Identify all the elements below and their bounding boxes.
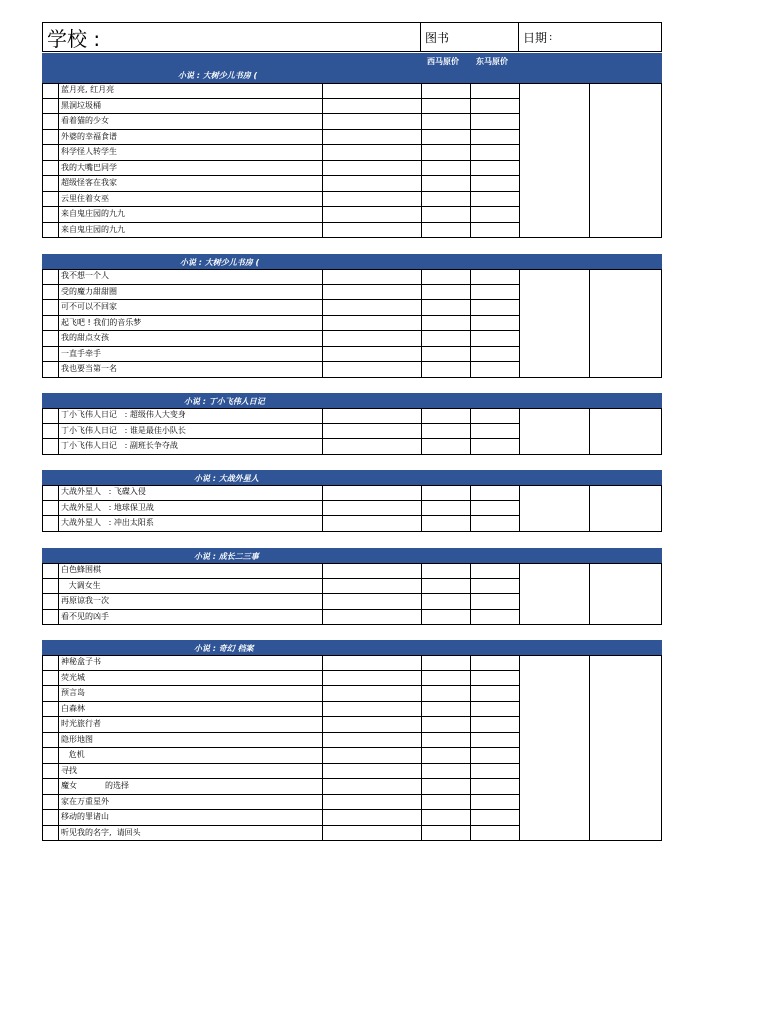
- book-title: 起飞吧 ! 我们的音乐梦: [58, 316, 322, 332]
- east-price-cell[interactable]: [470, 223, 520, 239]
- quantity-cell[interactable]: [322, 485, 421, 501]
- book-row: [42, 362, 520, 378]
- checkbox-cell[interactable]: [42, 594, 58, 610]
- checkbox-cell[interactable]: [42, 347, 58, 363]
- west-price-cell[interactable]: [421, 192, 470, 208]
- quantity-cell[interactable]: [322, 702, 421, 718]
- book-row: [42, 702, 520, 718]
- east-price-cell[interactable]: [470, 192, 520, 208]
- quantity-cell[interactable]: [322, 764, 421, 780]
- west-price-cell[interactable]: [421, 176, 470, 192]
- school-field[interactable]: [42, 22, 421, 52]
- section-title: 小说 : 大树少儿书房 (: [180, 258, 260, 267]
- west-price-cell[interactable]: [421, 702, 470, 718]
- book-title: 一直手牵手: [58, 347, 322, 363]
- book-row: [42, 130, 520, 146]
- merged-total-cell[interactable]: [589, 655, 662, 841]
- book-row: [42, 145, 520, 161]
- book-title: 蓝月亮, 红月亮: [58, 83, 322, 99]
- book-title: 我也要当第一名: [58, 362, 322, 378]
- east-price-cell[interactable]: [470, 655, 520, 671]
- book-row: [42, 501, 520, 517]
- east-price-cell[interactable]: [470, 300, 520, 316]
- quantity-cell[interactable]: [322, 161, 421, 177]
- west-price-cell[interactable]: [421, 516, 470, 532]
- east-price-cell[interactable]: [470, 114, 520, 130]
- west-price-cell[interactable]: [421, 316, 470, 332]
- checkbox-cell[interactable]: [42, 161, 58, 177]
- book-title: 大调女生: [58, 579, 322, 595]
- west-price-cell[interactable]: [421, 610, 470, 626]
- merged-total-cell[interactable]: [589, 563, 662, 625]
- section-title: 小说 : 丁小飞伟人日记: [184, 397, 265, 406]
- east-price-cell[interactable]: [470, 130, 520, 146]
- book-row: [42, 176, 520, 192]
- quantity-cell[interactable]: [322, 83, 421, 99]
- quantity-cell[interactable]: [322, 207, 421, 223]
- merged-total-cell[interactable]: [589, 408, 662, 455]
- quantity-cell[interactable]: [322, 99, 421, 115]
- quantity-cell[interactable]: [322, 563, 421, 579]
- checkbox-cell[interactable]: [42, 83, 58, 99]
- quantity-cell[interactable]: [322, 748, 421, 764]
- merged-notes-cell[interactable]: [519, 269, 590, 378]
- east-price-cell[interactable]: [470, 717, 520, 733]
- book-title: 我的甜点女孩: [58, 331, 322, 347]
- west-price-cell[interactable]: [421, 347, 470, 363]
- checkbox-cell[interactable]: [42, 579, 58, 595]
- checkbox-cell[interactable]: [42, 686, 58, 702]
- west-price-cell[interactable]: [421, 826, 470, 842]
- book-row: [42, 795, 520, 811]
- book-row: [42, 610, 520, 626]
- east-price-cell[interactable]: [470, 610, 520, 626]
- quantity-cell[interactable]: [322, 501, 421, 517]
- west-price-cell[interactable]: [421, 223, 470, 239]
- east-price-cell[interactable]: [470, 733, 520, 749]
- east-price-cell[interactable]: [470, 686, 520, 702]
- column-header-east-price: 东马原价: [476, 57, 508, 66]
- book-title: 魔女 的选择: [58, 779, 322, 795]
- west-price-cell[interactable]: [421, 362, 470, 378]
- book-row: [42, 269, 520, 285]
- quantity-cell[interactable]: [322, 347, 421, 363]
- east-price-cell[interactable]: [470, 269, 520, 285]
- east-price-cell[interactable]: [470, 331, 520, 347]
- book-row: [42, 826, 520, 842]
- west-price-cell[interactable]: [421, 563, 470, 579]
- checkbox-cell[interactable]: [42, 424, 58, 440]
- book-title: 危机: [58, 748, 322, 764]
- east-price-cell[interactable]: [470, 176, 520, 192]
- checkbox-cell[interactable]: [42, 563, 58, 579]
- book-title: 来自鬼庄园的九九: [58, 207, 322, 223]
- quantity-cell[interactable]: [322, 733, 421, 749]
- quantity-cell[interactable]: [322, 114, 421, 130]
- checkbox-cell[interactable]: [42, 300, 58, 316]
- book-title: 荧光城: [58, 671, 322, 687]
- checkbox-cell[interactable]: [42, 408, 58, 424]
- book-title: 神秘盒子书: [58, 655, 322, 671]
- east-price-cell[interactable]: [470, 826, 520, 842]
- quantity-cell[interactable]: [322, 795, 421, 811]
- west-price-cell[interactable]: [421, 579, 470, 595]
- west-price-cell[interactable]: [421, 779, 470, 795]
- east-price-cell[interactable]: [470, 316, 520, 332]
- quantity-cell[interactable]: [322, 223, 421, 239]
- west-price-cell[interactable]: [421, 207, 470, 223]
- west-price-cell[interactable]: [421, 285, 470, 301]
- book-row: [42, 671, 520, 687]
- book-title: 丁小飞伟人日记 : 超级伟人大变身: [58, 408, 322, 424]
- east-price-cell[interactable]: [470, 99, 520, 115]
- merged-total-cell[interactable]: [589, 269, 662, 378]
- book-title: 移动的罪诸山: [58, 810, 322, 826]
- west-price-cell[interactable]: [421, 671, 470, 687]
- east-price-cell[interactable]: [470, 795, 520, 811]
- quantity-cell[interactable]: [322, 671, 421, 687]
- book-title: 预言岛: [58, 686, 322, 702]
- east-price-cell[interactable]: [470, 161, 520, 177]
- checkbox-cell[interactable]: [42, 779, 58, 795]
- checkbox-cell[interactable]: [42, 285, 58, 301]
- quantity-cell[interactable]: [322, 300, 421, 316]
- book-row: [42, 764, 520, 780]
- east-price-cell[interactable]: [470, 83, 520, 99]
- book-title: 超级怪客在我家: [58, 176, 322, 192]
- book-row: [42, 686, 520, 702]
- book-row: [42, 316, 520, 332]
- book-row: [42, 347, 520, 363]
- book-label: 图书: [425, 31, 450, 45]
- quantity-cell[interactable]: [322, 269, 421, 285]
- book-row: [42, 485, 520, 501]
- west-price-cell[interactable]: [421, 424, 470, 440]
- west-price-cell[interactable]: [421, 161, 470, 177]
- book-title: 大战外星人 : 飞碟入侵: [58, 485, 322, 501]
- east-price-cell[interactable]: [470, 145, 520, 161]
- date-field[interactable]: [518, 22, 662, 52]
- east-price-cell[interactable]: [470, 485, 520, 501]
- book-row: [42, 223, 520, 239]
- east-price-cell[interactable]: [470, 439, 520, 455]
- checkbox-cell[interactable]: [42, 362, 58, 378]
- quantity-cell[interactable]: [322, 145, 421, 161]
- book-row: [42, 563, 520, 579]
- checkbox-cell[interactable]: [42, 702, 58, 718]
- merged-total-cell[interactable]: [589, 485, 662, 532]
- book-row: [42, 114, 520, 130]
- merged-notes-cell[interactable]: [519, 655, 590, 841]
- west-price-cell[interactable]: [421, 795, 470, 811]
- checkbox-cell[interactable]: [42, 810, 58, 826]
- east-price-cell[interactable]: [470, 671, 520, 687]
- quantity-cell[interactable]: [322, 717, 421, 733]
- book-title: 大战外星人 : 地球保卫战: [58, 501, 322, 517]
- quantity-cell[interactable]: [322, 192, 421, 208]
- east-price-cell[interactable]: [470, 764, 520, 780]
- book-title: 白森林: [58, 702, 322, 718]
- quantity-cell[interactable]: [322, 331, 421, 347]
- book-title: 可不可以不回家: [58, 300, 322, 316]
- east-price-cell[interactable]: [470, 347, 520, 363]
- checkbox-cell[interactable]: [42, 114, 58, 130]
- merged-notes-cell[interactable]: [519, 563, 590, 625]
- west-price-cell[interactable]: [421, 99, 470, 115]
- book-title: 看不见的凶手: [58, 610, 322, 626]
- merged-notes-cell[interactable]: [519, 408, 590, 455]
- book-row: [42, 717, 520, 733]
- section-header-bar: [42, 393, 662, 408]
- east-price-cell[interactable]: [470, 702, 520, 718]
- east-price-cell[interactable]: [470, 810, 520, 826]
- west-price-cell[interactable]: [421, 331, 470, 347]
- book-title: 我不想一个人: [58, 269, 322, 285]
- section-header-bar: [42, 254, 662, 269]
- book-row: [42, 331, 520, 347]
- book-row: [42, 594, 520, 610]
- west-price-cell[interactable]: [421, 130, 470, 146]
- checkbox-cell[interactable]: [42, 764, 58, 780]
- book-title: 家在万重星外: [58, 795, 322, 811]
- checkbox-cell[interactable]: [42, 733, 58, 749]
- checkbox-cell[interactable]: [42, 439, 58, 455]
- checkbox-cell[interactable]: [42, 717, 58, 733]
- west-price-cell[interactable]: [421, 748, 470, 764]
- merged-notes-cell[interactable]: [519, 485, 590, 532]
- book-title: 时光旅行者: [58, 717, 322, 733]
- quantity-cell[interactable]: [322, 579, 421, 595]
- book-title: 外婆的幸福食谱: [58, 130, 322, 146]
- west-price-cell[interactable]: [421, 594, 470, 610]
- book-row: [42, 83, 520, 99]
- west-price-cell[interactable]: [421, 686, 470, 702]
- checkbox-cell[interactable]: [42, 176, 58, 192]
- book-title: 科学怪人转学生: [58, 145, 322, 161]
- book-row: [42, 285, 520, 301]
- checkbox-cell[interactable]: [42, 207, 58, 223]
- book-title: 再原谅我一次: [58, 594, 322, 610]
- book-row: [42, 300, 520, 316]
- east-price-cell[interactable]: [470, 424, 520, 440]
- column-header-west-price: 西马原价: [427, 57, 459, 66]
- quantity-cell[interactable]: [322, 130, 421, 146]
- book-title: 大战外星人 : 冲出太阳系: [58, 516, 322, 532]
- checkbox-cell[interactable]: [42, 269, 58, 285]
- east-price-cell[interactable]: [470, 501, 520, 517]
- checkbox-cell[interactable]: [42, 748, 58, 764]
- east-price-cell[interactable]: [470, 579, 520, 595]
- merged-notes-cell[interactable]: [519, 83, 590, 238]
- date-label: 日期: [523, 30, 548, 45]
- west-price-cell[interactable]: [421, 269, 470, 285]
- quantity-cell[interactable]: [322, 594, 421, 610]
- section-header-bar: [42, 470, 662, 485]
- book-title: 看着猫的少女: [58, 114, 322, 130]
- east-price-cell[interactable]: [470, 563, 520, 579]
- west-price-cell[interactable]: [421, 114, 470, 130]
- checkbox-cell[interactable]: [42, 99, 58, 115]
- book-row: [42, 161, 520, 177]
- west-price-cell[interactable]: [421, 145, 470, 161]
- book-title: 白色蜂围棋: [58, 563, 322, 579]
- checkbox-cell[interactable]: [42, 501, 58, 517]
- section-header-bar: [42, 53, 662, 83]
- quantity-cell[interactable]: [322, 810, 421, 826]
- quantity-cell[interactable]: [322, 362, 421, 378]
- section-title: 小说 : 奇幻 档案: [194, 644, 254, 653]
- quantity-cell[interactable]: [322, 516, 421, 532]
- west-price-cell[interactable]: [421, 501, 470, 517]
- book-row: [42, 748, 520, 764]
- book-title: 隐形地图: [58, 733, 322, 749]
- checkbox-cell[interactable]: [42, 655, 58, 671]
- book-row: [42, 192, 520, 208]
- book-title: 来自鬼庄园的九九: [58, 223, 322, 239]
- section-header-bar: [42, 640, 662, 655]
- book-row: [42, 779, 520, 795]
- west-price-cell[interactable]: [421, 83, 470, 99]
- checkbox-cell[interactable]: [42, 130, 58, 146]
- quantity-cell[interactable]: [322, 176, 421, 192]
- east-price-cell[interactable]: [470, 207, 520, 223]
- quantity-cell[interactable]: [322, 439, 421, 455]
- book-title: 我的大嘴巴同学: [58, 161, 322, 177]
- book-row: [42, 733, 520, 749]
- quantity-cell[interactable]: [322, 424, 421, 440]
- book-row: [42, 810, 520, 826]
- merged-total-cell[interactable]: [589, 83, 662, 238]
- quantity-cell[interactable]: [322, 408, 421, 424]
- checkbox-cell[interactable]: [42, 331, 58, 347]
- checkbox-cell[interactable]: [42, 671, 58, 687]
- book-row: [42, 655, 520, 671]
- west-price-cell[interactable]: [421, 810, 470, 826]
- checkbox-cell[interactable]: [42, 145, 58, 161]
- quantity-cell[interactable]: [322, 686, 421, 702]
- west-price-cell[interactable]: [421, 408, 470, 424]
- quantity-cell[interactable]: [322, 316, 421, 332]
- book-row: [42, 99, 520, 115]
- section-title: 小说 : 大树少儿书房 (: [178, 71, 258, 80]
- book-title: 寻找: [58, 764, 322, 780]
- quantity-cell[interactable]: [322, 779, 421, 795]
- book-title: 听见我的名字, 请回头: [58, 826, 322, 842]
- checkbox-cell[interactable]: [42, 610, 58, 626]
- west-price-cell[interactable]: [421, 439, 470, 455]
- checkbox-cell[interactable]: [42, 316, 58, 332]
- school-label: 学校 :: [47, 26, 101, 51]
- east-price-cell[interactable]: [470, 408, 520, 424]
- book-row: [42, 579, 520, 595]
- checkbox-cell[interactable]: [42, 223, 58, 239]
- east-price-cell[interactable]: [470, 594, 520, 610]
- east-price-cell[interactable]: [470, 516, 520, 532]
- west-price-cell[interactable]: [421, 733, 470, 749]
- book-row: [42, 207, 520, 223]
- book-title: 受的魔力甜甜圈: [58, 285, 322, 301]
- section-title: 小说 : 大战外星人: [194, 474, 259, 483]
- book-row: [42, 439, 520, 455]
- quantity-cell[interactable]: [322, 285, 421, 301]
- quantity-cell[interactable]: [322, 610, 421, 626]
- book-row: [42, 408, 520, 424]
- east-price-cell[interactable]: [470, 285, 520, 301]
- east-price-cell[interactable]: [470, 779, 520, 795]
- checkbox-cell[interactable]: [42, 516, 58, 532]
- book-row: [42, 516, 520, 532]
- section-header-bar: [42, 548, 662, 563]
- east-price-cell[interactable]: [470, 362, 520, 378]
- west-price-cell[interactable]: [421, 764, 470, 780]
- book-title: 黑洞垃圾桶: [58, 99, 322, 115]
- checkbox-cell[interactable]: [42, 192, 58, 208]
- west-price-cell[interactable]: [421, 485, 470, 501]
- section-title: 小说 : 成长二三事: [194, 552, 259, 561]
- checkbox-cell[interactable]: [42, 485, 58, 501]
- west-price-cell[interactable]: [421, 300, 470, 316]
- west-price-cell[interactable]: [421, 717, 470, 733]
- date-colon: :: [549, 31, 553, 43]
- quantity-cell[interactable]: [322, 826, 421, 842]
- quantity-cell[interactable]: [322, 655, 421, 671]
- book-title: 丁小飞伟人日记 : 副班长争夺战: [58, 439, 322, 455]
- checkbox-cell[interactable]: [42, 826, 58, 842]
- east-price-cell[interactable]: [470, 748, 520, 764]
- book-row: [42, 424, 520, 440]
- west-price-cell[interactable]: [421, 655, 470, 671]
- checkbox-cell[interactable]: [42, 795, 58, 811]
- book-cell: [420, 22, 519, 52]
- book-title: 云里住着女巫: [58, 192, 322, 208]
- book-title: 丁小飞伟人日记 : 谁是最佳小队长: [58, 424, 322, 440]
